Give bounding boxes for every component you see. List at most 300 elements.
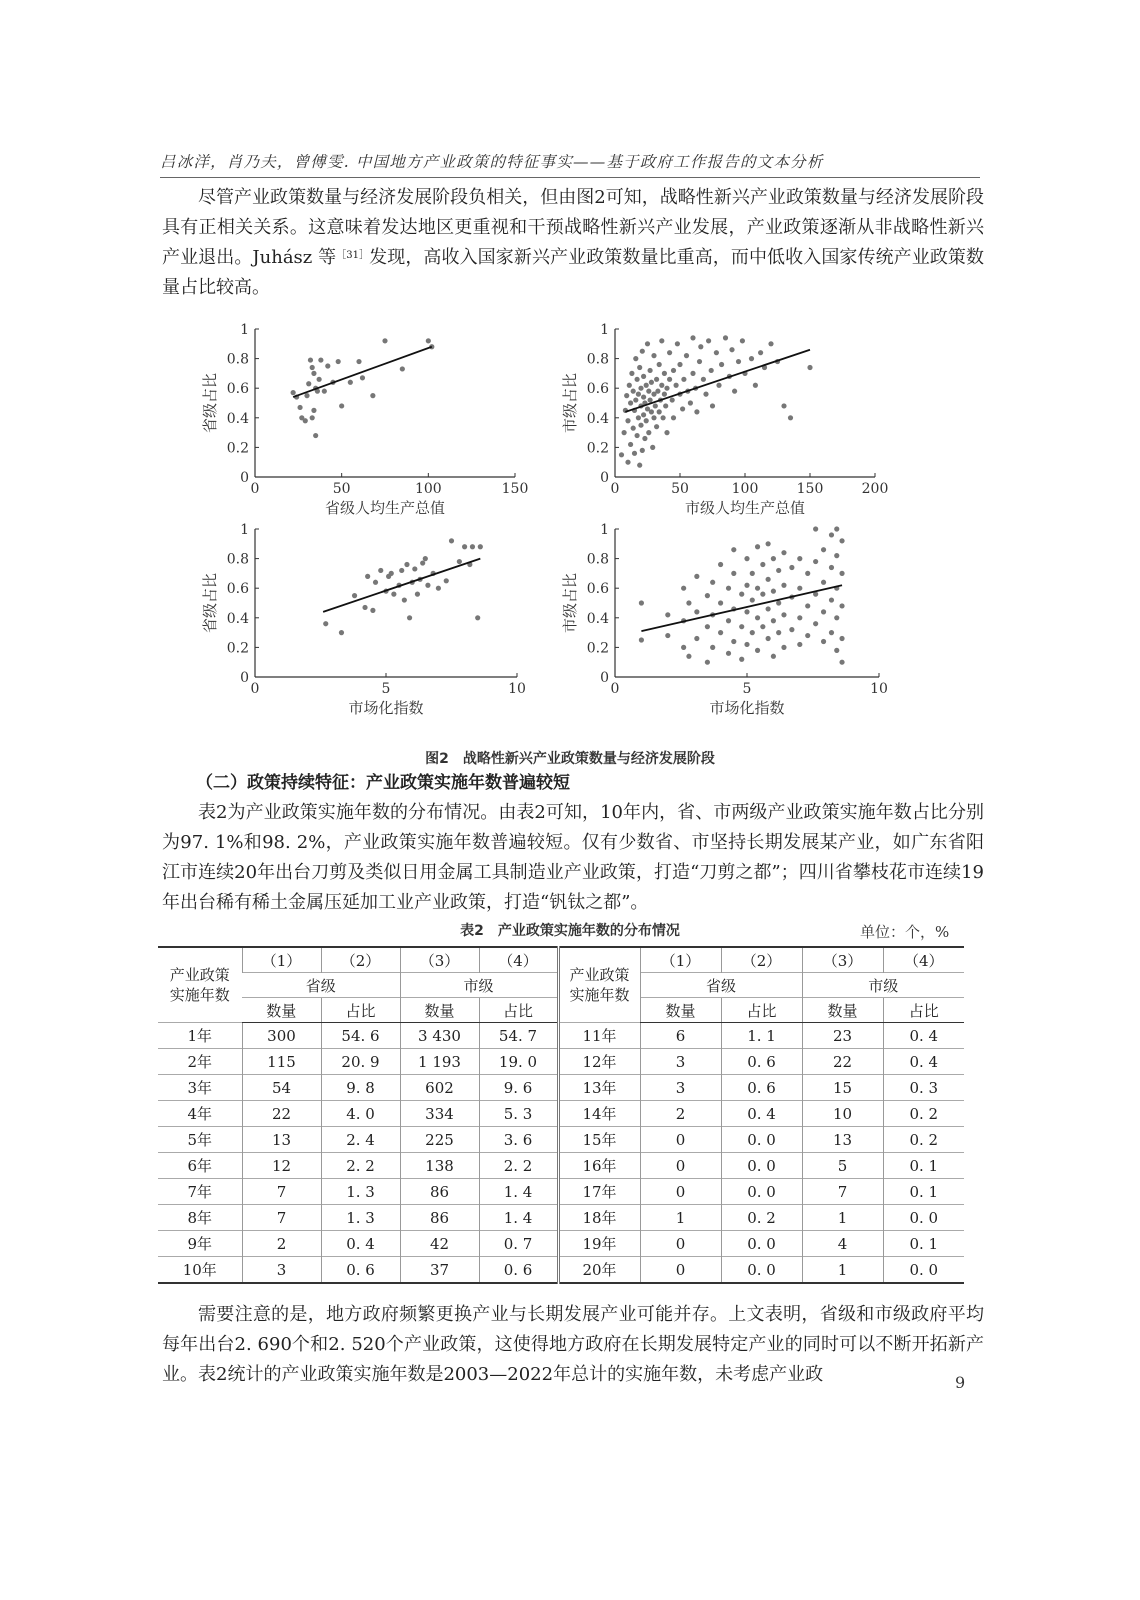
- scatter-point: [776, 630, 781, 635]
- scatter-point: [423, 556, 428, 561]
- scatter-point: [667, 350, 672, 355]
- x-axis-label: 市场化指数: [709, 699, 785, 717]
- table-cell: 1. 1: [721, 1023, 802, 1049]
- page-number: 9: [955, 1373, 966, 1392]
- scatter-point: [694, 609, 699, 614]
- scatter-point: [475, 615, 480, 620]
- scatter-point: [674, 383, 679, 388]
- scatter-point: [766, 541, 771, 546]
- table-cell: 7: [242, 1205, 321, 1231]
- scatter-point: [758, 350, 763, 355]
- table-cell: 5: [802, 1153, 883, 1179]
- scatter-point: [834, 526, 839, 531]
- scatter-point: [370, 608, 375, 613]
- scatter-point: [688, 400, 693, 405]
- x-tick-label: 50: [671, 481, 689, 497]
- x-tick-label: 10: [508, 681, 526, 697]
- y-tick-label: 0.2: [586, 640, 609, 657]
- table-cell: 4: [802, 1231, 883, 1257]
- scatter-point: [665, 612, 670, 617]
- scatter-point: [645, 341, 650, 346]
- scatter-point: [821, 580, 826, 585]
- scatter-point: [382, 338, 387, 343]
- scatter-point: [726, 618, 731, 623]
- table-cell: 6: [640, 1023, 721, 1049]
- sub-count: 数量: [802, 998, 883, 1023]
- scatter-point: [322, 389, 327, 394]
- y-axis-label: 市级占比: [561, 372, 579, 434]
- table-cell: 13: [242, 1127, 321, 1153]
- scatter-point: [462, 544, 467, 549]
- table-row-label: 18年: [558, 1205, 640, 1231]
- x-tick-label: 100: [731, 481, 759, 497]
- scatter-point: [813, 559, 818, 564]
- table-cell: 22: [802, 1049, 883, 1075]
- section-heading: （二）政策持续特征：产业政策实施年数普遍较短: [196, 773, 570, 793]
- y-tick-label: 0.2: [226, 440, 249, 457]
- table-cell: 86: [400, 1205, 479, 1231]
- scatter-point: [659, 383, 664, 388]
- scatter-point: [797, 642, 802, 647]
- table-cell: 0. 1: [883, 1153, 964, 1179]
- scatter-point: [662, 392, 667, 397]
- scatter-point: [771, 618, 776, 623]
- table-cell: 1. 4: [479, 1205, 558, 1231]
- scatter-point: [308, 357, 313, 362]
- table-cell: 19. 0: [479, 1049, 558, 1075]
- table-row-label: 10年: [158, 1257, 242, 1284]
- scatter-point: [714, 350, 719, 355]
- scatter-point: [637, 365, 642, 370]
- scatter-point: [829, 597, 834, 602]
- sub-count: 数量: [640, 998, 721, 1023]
- y-tick-label: 1: [240, 522, 249, 538]
- scatter-point: [373, 580, 378, 585]
- table-cell: 300: [242, 1023, 321, 1049]
- scatter-point: [839, 636, 844, 641]
- scatter-point: [694, 409, 699, 414]
- scatter-point: [348, 380, 353, 385]
- scatter-point: [839, 571, 844, 576]
- table-row-label: 6年: [158, 1153, 242, 1179]
- scatter-point: [797, 586, 802, 591]
- group-city-right: 市级: [802, 973, 964, 998]
- scatter-point: [644, 383, 649, 388]
- table-cell: 5. 3: [479, 1101, 558, 1127]
- scatter-point: [671, 415, 676, 420]
- scatter-point: [709, 368, 714, 373]
- y-tick-label: 0: [600, 470, 609, 486]
- axes: [227, 322, 529, 497]
- scatter-point: [631, 426, 636, 431]
- table-row-label: 15年: [558, 1127, 640, 1153]
- table-cell: 86: [400, 1179, 479, 1205]
- table-cell: 3: [640, 1075, 721, 1101]
- scatter-point: [632, 451, 637, 456]
- scatter-point: [736, 359, 741, 364]
- y-tick-label: 0.8: [226, 351, 249, 368]
- table-cell: 0: [640, 1153, 721, 1179]
- running-header: 吕冰洋，肖乃夫，曾傅雯. 中国地方产业政策的特征事实——基于政府工作报告的文本分析: [160, 150, 980, 178]
- scatter-point: [291, 390, 296, 395]
- table-row: [158, 1153, 964, 1179]
- x-tick-label: 0: [250, 681, 260, 697]
- scatter-point: [716, 383, 721, 388]
- scatter-point: [625, 418, 630, 423]
- scatter-point: [829, 630, 834, 635]
- table-cell: 3: [640, 1049, 721, 1075]
- table-cell: 0. 4: [721, 1101, 802, 1127]
- table-cell: 9. 6: [479, 1075, 558, 1101]
- scatter-point: [370, 393, 375, 398]
- y-tick-label: 0.6: [226, 381, 249, 398]
- table-cell: 0. 6: [721, 1049, 802, 1075]
- table-cell: 3. 6: [479, 1127, 558, 1153]
- table-cell: 10: [802, 1101, 883, 1127]
- table-cell: 0. 2: [721, 1205, 802, 1231]
- scatter-point: [402, 597, 407, 602]
- scatter-point: [805, 603, 810, 608]
- scatter-point: [457, 559, 462, 564]
- scatter-point: [356, 359, 361, 364]
- citation-31[interactable]: ［31］: [336, 250, 370, 261]
- table-cell: 2. 4: [321, 1127, 400, 1153]
- scatter-point: [744, 583, 749, 588]
- table-cell: 13: [802, 1127, 883, 1153]
- scatter-point: [701, 377, 706, 382]
- scatter-point: [781, 583, 786, 588]
- scatter-point: [336, 359, 341, 364]
- scatter-point: [834, 553, 839, 558]
- scatter-point: [739, 624, 744, 629]
- scatter-point: [651, 415, 656, 420]
- scatter-point: [412, 566, 417, 571]
- scatter-points: [323, 538, 483, 635]
- y-tick-label: 0.4: [226, 410, 249, 427]
- scatter-point: [627, 383, 632, 388]
- table-cell: 2. 2: [321, 1153, 400, 1179]
- scatter-point: [755, 648, 760, 653]
- scatter-point: [654, 424, 659, 429]
- scatter-point: [739, 657, 744, 662]
- col-num-4-right: （4）: [883, 947, 964, 973]
- x-tick-label: 50: [332, 481, 351, 497]
- scatter-point: [303, 418, 308, 423]
- paragraph-1-text-a: 尽管产业政策数量与经济发展阶段负相关，但由图2可知，战略性新兴产业政策数量与经济发展阶段具有正相关关系。这意味着发达地区更重视和干预战略性新兴产业发展，产业政策逐渐从非战略性新兴产业退出。Juhász 等: [162, 187, 984, 268]
- scatter-point: [639, 637, 644, 642]
- paragraph-2: 表2为产业政策实施年数的分布情况。由表2可知，10年内，省、市两级产业政策实施年数占比分别为97. 1%和98. 2%，产业政策实施年数普遍较短。仅有少数省、市坚持长期发展某产业，如广东省阳江市连续20年出台刀剪及类似日用金属工具制造业产业政策，打造“刀剪之都”；四川省攀枝花市连续19年出台稀有稀土金属压延加工业产业政策，打造“钒钛之都”。: [162, 802, 984, 913]
- scatter-point: [646, 430, 651, 435]
- scatter-point: [400, 366, 405, 371]
- header-row-label-left: 产业政策实施年数: [158, 947, 242, 1023]
- scatter-point: [639, 600, 644, 605]
- table-cell: 0. 0: [721, 1127, 802, 1153]
- x-tick-label: 150: [501, 481, 529, 497]
- y-tick-label: 0.4: [226, 610, 249, 627]
- table-cell: 23: [802, 1023, 883, 1049]
- scatter-point: [789, 627, 794, 632]
- scatter-point: [750, 597, 755, 602]
- scatter-point: [703, 392, 708, 397]
- scatter-point: [821, 609, 826, 614]
- scatter-point: [681, 586, 686, 591]
- scatter-point: [805, 571, 810, 576]
- scatter-point: [813, 621, 818, 626]
- scatter-point: [744, 609, 749, 614]
- table-cell: 0. 0: [721, 1179, 802, 1205]
- scatter-point: [659, 338, 664, 343]
- table-cell: 20. 9: [321, 1049, 400, 1075]
- table-cell: 42: [400, 1231, 479, 1257]
- scatter-point: [436, 586, 441, 591]
- scatter-point: [726, 651, 731, 656]
- scatter-point: [677, 362, 682, 367]
- table-cell: 0. 0: [883, 1257, 964, 1284]
- scatter-point: [642, 436, 647, 441]
- scatter-point: [671, 368, 676, 373]
- paragraph-1-text-b: 发现，高收入国家新兴产业政策数量比重高，而中低收入国家传统产业政策数量占比较高。: [162, 247, 984, 298]
- scatter-point: [821, 547, 826, 552]
- table-row: [158, 1231, 964, 1257]
- scatter-point: [821, 639, 826, 644]
- scatter-point: [705, 660, 710, 665]
- scatter-point: [781, 403, 786, 408]
- table-cell: 1. 3: [321, 1205, 400, 1231]
- group-city-left: 市级: [400, 973, 558, 998]
- scatter-point: [449, 538, 454, 543]
- scatter-point: [362, 605, 367, 610]
- scatter-point: [805, 633, 810, 638]
- table-cell: 0. 6: [479, 1257, 558, 1284]
- scatter-point: [788, 415, 793, 420]
- chart-province-market-svg: [190, 522, 530, 730]
- paragraph-1: [162, 183, 984, 303]
- table-cell: 0. 2: [883, 1101, 964, 1127]
- scatter-point: [404, 562, 409, 567]
- scatter-point: [686, 600, 691, 605]
- y-tick-label: 0.8: [586, 351, 609, 368]
- scatter-point: [323, 621, 328, 626]
- scatter-point: [718, 600, 723, 605]
- y-tick-label: 0.6: [226, 581, 249, 598]
- table-row-label: 20年: [558, 1257, 640, 1284]
- scatter-point: [640, 349, 645, 354]
- table-row: [158, 1075, 964, 1101]
- table-cell: 225: [400, 1127, 479, 1153]
- table-cell: 0. 3: [883, 1075, 964, 1101]
- scatter-point: [723, 335, 728, 340]
- x-tick-label: 100: [414, 481, 442, 497]
- col-num-3-right: （3）: [802, 947, 883, 973]
- table-row: [158, 1127, 964, 1153]
- scatter-point: [325, 363, 330, 368]
- scatter-point: [771, 589, 776, 594]
- y-tick-label: 1: [600, 522, 609, 538]
- table-body: [158, 1023, 964, 1284]
- table-row-label: 16年: [558, 1153, 640, 1179]
- scatter-point: [426, 338, 431, 343]
- scatter-point: [781, 645, 786, 650]
- col-num-4: （4）: [479, 947, 558, 973]
- fit-line: [323, 559, 480, 612]
- scatter-point: [681, 645, 686, 650]
- table-cell: 2: [640, 1101, 721, 1127]
- table-cell: 15: [802, 1075, 883, 1101]
- y-axis-label: 市级占比: [561, 572, 579, 634]
- scatter-point: [641, 394, 646, 399]
- scatter-point: [750, 630, 755, 635]
- table-cell: 2. 2: [479, 1153, 558, 1179]
- scatter-point: [829, 532, 834, 537]
- table-row-label: 8年: [158, 1205, 242, 1231]
- scatter-point: [624, 393, 629, 398]
- scatter-point: [771, 654, 776, 659]
- table-cell: 0. 7: [479, 1231, 558, 1257]
- scatter-point: [318, 357, 323, 362]
- table-row-label: 9年: [158, 1231, 242, 1257]
- scatter-point: [739, 592, 744, 597]
- table-cell: 54. 6: [321, 1023, 400, 1049]
- sub-share: 占比: [479, 998, 558, 1023]
- scatter-point: [690, 371, 695, 376]
- scatter-point: [755, 615, 760, 620]
- scatter-point: [807, 365, 812, 370]
- table-cell: 3 430: [400, 1023, 479, 1049]
- scatter-point: [311, 408, 316, 413]
- table-cell: 54: [242, 1075, 321, 1101]
- scatter-point: [690, 335, 695, 340]
- scatter-point: [684, 353, 689, 358]
- scatter-point: [776, 600, 781, 605]
- table-cell: 1. 3: [321, 1179, 400, 1205]
- scatter-point: [641, 374, 646, 379]
- y-tick-label: 1: [600, 322, 609, 338]
- scatter-point: [633, 356, 638, 361]
- scatter-point: [389, 571, 394, 576]
- table-unit: 单位：个，%: [860, 923, 950, 941]
- y-tick-label: 0: [240, 670, 249, 686]
- scatter-point: [839, 538, 844, 543]
- scatter-point: [771, 556, 776, 561]
- table-row-label: 1年: [158, 1023, 242, 1049]
- paragraph-3: 需要注意的是，地方政府频繁更换产业与长期发展产业可能并存。上文表明，省级和市级政府平均每年出台2. 690个和2. 520个产业政策，这使得地方政府在长期发展特定产业的同时可以不断开拓新产业。表2统计的产业政策实施年数是2003—2022年总计的实施年数，未考虑产业政: [162, 1304, 984, 1385]
- x-axis-label: 省级人均生产总值: [324, 499, 446, 517]
- scatter-point: [622, 430, 627, 435]
- y-tick-label: 0.8: [226, 551, 249, 568]
- table-cell: 0. 0: [721, 1153, 802, 1179]
- table-row-label: 13年: [558, 1075, 640, 1101]
- scatter-point: [839, 660, 844, 665]
- x-tick-label: 5: [742, 681, 752, 697]
- scatter-point: [304, 393, 309, 398]
- table-cell: 1: [640, 1205, 721, 1231]
- scatter-point: [766, 577, 771, 582]
- scatter-point: [760, 624, 765, 629]
- scatter-point: [631, 389, 636, 394]
- scatter-point: [629, 371, 634, 376]
- scatter-point: [718, 630, 723, 635]
- col-num-2: （2）: [321, 947, 400, 973]
- x-tick-label: 200: [861, 481, 889, 497]
- scatter-point: [644, 418, 649, 423]
- table-cell: 1 193: [400, 1049, 479, 1075]
- table-cell: 334: [400, 1101, 479, 1127]
- figure-2: [190, 320, 950, 740]
- col-num-3: （3）: [400, 947, 479, 973]
- header-row-label-right: 产业政策实施年数: [558, 947, 640, 1023]
- y-tick-label: 1: [240, 322, 249, 338]
- scatter-point: [697, 359, 702, 364]
- scatter-point: [638, 386, 643, 391]
- scatter-point: [339, 630, 344, 635]
- scatter-point: [310, 365, 315, 370]
- scatter-point: [407, 615, 412, 620]
- table-row-label: 7年: [158, 1179, 242, 1205]
- y-tick-label: 0.4: [586, 610, 609, 627]
- table-cell: 0: [640, 1127, 721, 1153]
- table-cell: 115: [242, 1049, 321, 1075]
- table-cell: 7: [242, 1179, 321, 1205]
- table-row-label: 4年: [158, 1101, 242, 1127]
- table-cell: 1: [802, 1257, 883, 1284]
- scatter-point: [750, 571, 755, 576]
- table-row: [158, 1023, 964, 1049]
- scatter-point: [749, 356, 754, 361]
- figure-caption: 图2 战略性新兴产业政策数量与经济发展阶段: [425, 751, 715, 767]
- scatter-point: [755, 586, 760, 591]
- scatter-point: [694, 636, 699, 641]
- sub-share: 占比: [321, 998, 400, 1023]
- scatter-point: [710, 580, 715, 585]
- table-row: [158, 1205, 964, 1231]
- table-row-label: 5年: [158, 1127, 242, 1153]
- scatter-point: [650, 445, 655, 450]
- scatter-point: [313, 433, 318, 438]
- y-tick-label: 0.6: [586, 581, 609, 598]
- table-cell: 0. 6: [721, 1075, 802, 1101]
- sub-share: 占比: [883, 998, 964, 1023]
- y-tick-label: 0.8: [586, 551, 609, 568]
- scatter-point: [729, 347, 734, 352]
- scatter-point: [628, 442, 633, 447]
- table-cell: 0: [640, 1179, 721, 1205]
- table-row: [158, 1257, 964, 1284]
- sub-count: 数量: [400, 998, 479, 1023]
- scatter-point: [641, 412, 646, 417]
- scatter-point: [755, 544, 760, 549]
- col-num-2-right: （2）: [721, 947, 802, 973]
- y-tick-label: 0.4: [586, 410, 609, 427]
- scatter-point: [694, 574, 699, 579]
- table-row-label: 14年: [558, 1101, 640, 1127]
- scatter-point: [839, 603, 844, 608]
- scatter-point: [680, 406, 685, 411]
- scatter-point: [649, 380, 654, 385]
- y-axis-label: 省级占比: [201, 572, 219, 634]
- table-row-label: 2年: [158, 1049, 242, 1075]
- scatter-point: [444, 578, 449, 583]
- col-num-1: （1）: [242, 947, 321, 973]
- table-cell: 9. 8: [321, 1075, 400, 1101]
- scatter-point: [420, 560, 425, 565]
- scatter-point: [633, 397, 638, 402]
- scatter-point: [760, 562, 765, 567]
- scatter-point: [391, 592, 396, 597]
- table-cell: 7: [802, 1179, 883, 1205]
- table-row-label: 12年: [558, 1049, 640, 1075]
- table-cell: 138: [400, 1153, 479, 1179]
- table-cell: 0. 4: [883, 1049, 964, 1075]
